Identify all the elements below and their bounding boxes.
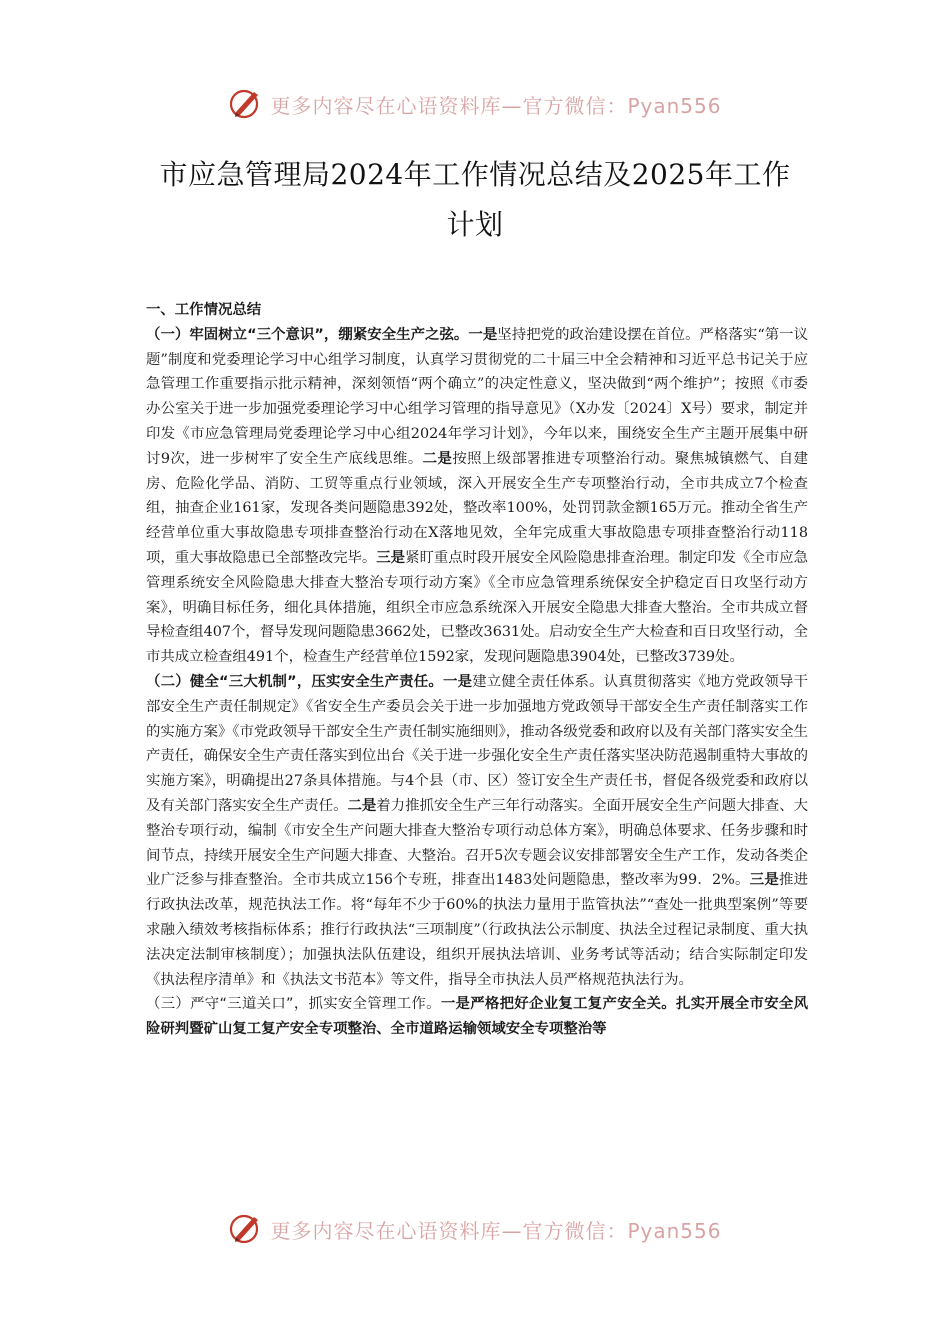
page-title xyxy=(120,150,830,250)
paragraph-2-keyword-2: 二是 xyxy=(347,797,377,814)
paragraph-1-text-1: 坚持把党的政治建设摆在首位。严格落实“第一议题”制度和党委理论学习中心组学习制度，认真学习贯彻党的二十届三中全会精神和习近平总书记关于应急管理工作重要指示批示精神，深刻领悟“两个确立”的决定性意义，坚决做到“两个维护”；按照《市委办公室关于进一步加强党委理论学习中心组学习管理的指导意见》（X办发〔2024〕X号）要求，制定并印发《市应急管理局党委理论学习中心组2024年学习计划》，今年以来，围绕安全生产主题开展集中研讨9次，进一步树牢了安全生产底线思维。 xyxy=(146,326,809,467)
pen-logo-icon xyxy=(228,86,264,122)
paragraph-3-lead: （三）严守“三道关口”，抓实安全管理工作。 xyxy=(146,996,441,1013)
paragraph-1-keyword-2: 二是 xyxy=(422,450,453,467)
watermark-bottom xyxy=(0,1209,950,1249)
paragraph-2-lead: （二）健全“三大机制”，压实安全生产责任。 xyxy=(146,673,443,690)
title-line-2: 计划 xyxy=(446,208,504,241)
paragraph-2-keyword-1: 一是 xyxy=(442,673,473,690)
watermark-text: 更多内容尽在心语资料库—官方微信：Pyan556 xyxy=(270,93,722,118)
title-line-1: 市应急管理局2024年工作情况总结及2025年工作 xyxy=(159,158,791,191)
paragraph-2 xyxy=(146,670,808,992)
paragraph-3-text-1: 扎实开展全市安全风险研判暨矿山复工复产安全专项整治、全市道路运输领域安全专项整治等 xyxy=(146,996,808,1038)
paragraph-2-text-2: 着力推抓安全生产三年行动落实。全面开展安全生产问题大排查、大整治专项行动，编制《市安全生产问题大排查大整治专项行动总体方案》，明确总体要求、任务步骤和时间节点，持续开展安全生产问题大排查、大整治。召开5次专题会议安排部署安全生产工作，发动各类企业广泛参与排查整治。全市共成立156个专班，排查出1483处问题隐患，整改率为99．2%。 xyxy=(146,797,809,889)
paragraph-2-text-1: 建立健全责任体系。认真贯彻落实《地方党政领导干部安全生产责任制规定》《省安全生产委员会关于进一步加强地方党政领导干部安全生产责任制落实工作的实施方案》《市党政领导干部安全生产责任制实施细则》，推动各级党委和政府以及有关部门落实安全生产责任，确保安全生产责任落实到位出台《关于进一步强化安全生产责任落实坚决防范遏制重特大事故的实施方案》，明确提出27条具体措施。与4个县（市、区）签订安全生产责任书，督促各级党委和政府以及有关部门落实安全生产责任。 xyxy=(146,673,808,814)
paragraph-1-keyword-3: 三是 xyxy=(376,549,406,566)
paragraph-2-keyword-3: 三是 xyxy=(749,872,779,889)
document-body xyxy=(146,298,808,1042)
paragraph-3-keyword-1: 一是严格把好企业复工复产安全关。 xyxy=(440,996,676,1013)
paragraph-1-lead: （一）牢固树立“三个意识”，绷紧安全生产之弦。 xyxy=(146,326,469,343)
section-heading: 一、工作情况总结 xyxy=(146,302,262,318)
paragraph-3 xyxy=(146,992,808,1042)
paragraph-1-keyword-1: 一是 xyxy=(468,326,498,343)
paragraph-1 xyxy=(146,323,808,670)
watermark-text: 更多内容尽在心语资料库—官方微信：Pyan556 xyxy=(270,1218,722,1243)
pen-logo-icon xyxy=(228,1211,264,1247)
paragraph-1-text-3: 紧盯重点时段开展安全风险隐患排查治理。制定印发《全市应急管理系统安全风险隐患大排查大整治专项行动方案》《全市应急管理系统保安全护稳定百日攻坚行动方案》，明确目标任务，细化具体措施，组织全市应急系统深入开展安全隐患大排查大整治。全市共成立督导检查组407个，督导发现问题隐患3662处，已整改3631处。启动安全生产大检查和百日攻坚行动，全市共成立检查组491个，检查生产经营单位1592家，发现问题隐患3904处，已整改3739处。 xyxy=(146,549,809,666)
watermark-top xyxy=(0,84,950,124)
paragraph-1-text-2: 按照上级部署推进专项整治行动。聚焦城镇燃气、自建房、危险化学品、消防、工贸等重点行业领域，深入开展安全生产专项整治行动，全市共成立7个检查组，抽查企业161家，发现各类问题隐患392处，整改率100%，处罚罚款金额165万元。推动全省生产经营单位重大事故隐患专项排查整治行动在X落地见效，全年完成重大事故隐患专项排查整治行动118项，重大事故隐患已全部整改完毕。 xyxy=(146,450,808,566)
paragraph-2-text-3: 推进行政执法改革，规范执法工作。将“每年不少于60%的执法力量用于监管执法”“查处一批典型案例”等要求融入绩效考核指标体系；推行行政执法“三项制度”（行政执法公示制度、执法全过程记录制度、重大执法决定法制审核制度）；加强执法队伍建设，组织开展执法培训、业务考试等活动；结合实际制定印发《执法程序清单》和《执法文书范本》等文件，指导全市执法人员严格规范执法行为。 xyxy=(146,872,808,988)
